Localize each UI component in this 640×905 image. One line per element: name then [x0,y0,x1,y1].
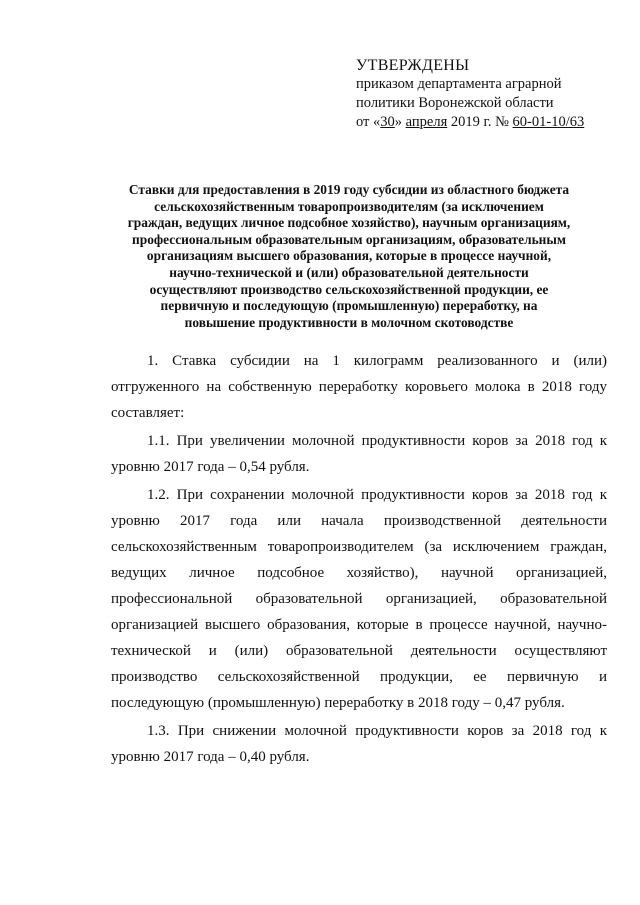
document-title [100,182,598,331]
approval-line-1: приказом департамента аграрной [356,76,562,92]
paragraph-line: 1.2. При сохранении молочной продуктивности коров за 2018 год к [147,487,607,503]
title-line: профессиональным образовательным организациям, образовательным [132,231,566,247]
date-year: 2019 г. № [447,114,513,130]
paragraph-1-3 [111,718,607,770]
approval-block [356,56,626,132]
paragraph-line: последующую (промышленную) переработку в 2018 году – 0,47 рубля. [111,695,565,711]
paragraph-line: технической и (или) образовательной деятельности осуществляют [111,643,607,659]
document-body [111,348,607,770]
paragraph-line: профессиональной образовательной организацией, образовательной [111,591,607,607]
title-line: сельскохозяйственным товаропроизводителям (за исключением [154,198,544,214]
date-month: апреля [405,114,448,130]
title-line: первичную и последующую (промышленную) переработку, на [160,298,538,314]
paragraph-line: отгруженного на собственную переработку коровьего молока в 2018 году [111,379,607,395]
title-line: граждан, ведущих личное подсобное хозяйство), научным организациям, [127,215,571,231]
approval-title: УТВЕРЖДЕНЫ [356,57,470,74]
paragraph-line: составляет: [111,405,185,421]
title-line: научно-технической и (или) образовательной деятельности [169,264,529,280]
date-day: 30 [380,114,395,130]
paragraph-1-2 [111,482,607,716]
paragraph-line: сельскохозяйственным товаропроизводителем (за исключением граждан, [111,539,607,555]
approval-date-line [356,113,626,132]
title-line: организациям высшего образования, которые в процессе научной, [146,248,552,264]
paragraph-1 [111,348,607,426]
paragraph-1-1 [111,428,607,480]
title-line: Ставки для предоставления в 2019 году субсидии из областного бюджета [128,182,570,197]
approval-line-2: политики Воронежской области [356,95,554,111]
paragraph-line: уровню 2017 года или начала производственной деятельности [111,513,607,529]
paragraph-line: ведущих личное подсобное хозяйство), научной организацией, [111,565,607,581]
title-line: осуществляют производство сельскохозяйственной продукции, ее [149,281,549,297]
date-mid: » [394,114,406,130]
paragraph-line: 1.1. При увеличении молочной продуктивности коров за 2018 год к [147,433,607,449]
paragraph-line: 1. Ставка субсидии на 1 килограмм реализованного и (или) [147,353,607,369]
order-number: 60-01-10/63 [512,114,585,130]
paragraph-line: 1.3. При снижении молочной продуктивности коров за 2018 год к [147,723,607,739]
date-prefix: от « [356,114,381,130]
paragraph-line: уровню 2017 года – 0,54 рубля. [111,459,310,475]
title-line: повышение продуктивности в молочном скотоводстве [184,314,514,330]
paragraph-line: производство сельскохозяйственной продукции, ее первичную и [111,669,607,685]
paragraph-line: организацией высшего образования, которые в процессе научной, научно- [111,617,607,633]
paragraph-line: уровню 2017 года – 0,40 рубля. [111,749,310,765]
